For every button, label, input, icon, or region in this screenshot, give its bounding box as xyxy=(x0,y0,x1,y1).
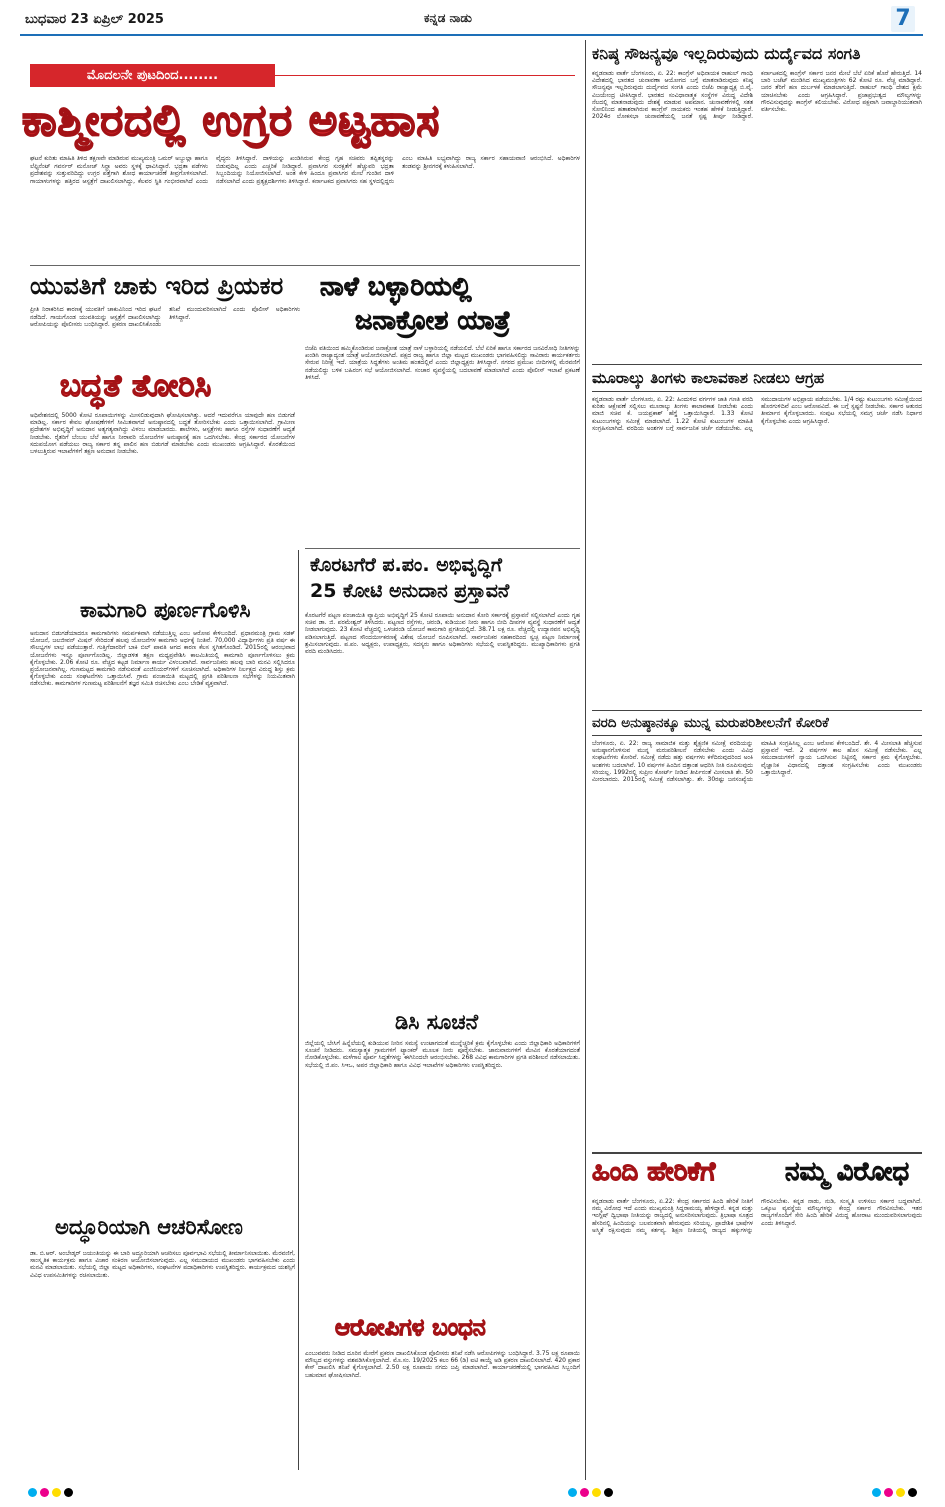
column-rule xyxy=(298,550,299,1470)
report-headline: ವರದಿ ಅನುಷ್ಠಾನಕ್ಕೂ ಮುನ್ನ ಮರುಪರಿಶೀಲನೆಗೆ ಕೋರಿಕೆ xyxy=(592,710,922,736)
print-marks xyxy=(568,1488,613,1497)
hindi-body: ಕನ್ನಡನಾಡು ವಾರ್ತೆ ಬೆಂಗಳೂರು, ಏ.22: ಕೇಂದ್ರ ಸರ್ಕಾರದ ಹಿಂದಿ ಹೇರಿಕೆ ನೀತಿಗೆ ನಮ್ಮ ವಿರೋಧ ಇದೆ ಎಂದು ಮುಖ್ಯಮಂತ್ರಿ ಸಿದ್ದರಾಮಯ್ಯ ಹೇಳಿದ್ದಾರೆ. ಕನ್ನಡ ಮತ್ತು ಇಂಗ್ಲಿಷ್ ದ್ವಿಭಾಷಾ ನೀತಿಯನ್ನು ರಾಜ್ಯದಲ್ಲಿ ಅನುಸರಿಸಲಾಗುವುದು. ತ್ರಿಭಾಷಾ ಸೂತ್ರದ ಹೆಸರಿನಲ್ಲಿ ಹಿಂದಿಯನ್ನು ಬಲವಂತವಾಗಿ ಹೇರುವುದು ಸರಿಯಲ್ಲ. ಪ್ರಾದೇಶಿಕ ಭಾಷೆಗಳ ಅಸ್ಮಿತೆ ರಕ್ಷಿಸುವುದು ನಮ್ಮ ಕರ್ತವ್ಯ. ಶಿಕ್ಷಣ ನೀತಿಯಲ್ಲಿ ರಾಜ್ಯದ ಹಕ್ಕುಗಳನ್ನು ಗೌರವಿಸಬೇಕು. ಕನ್ನಡ ನಾಡು, ನುಡಿ, ಸಂಸ್ಕೃತಿ ಉಳಿಸಲು ಸರ್ಕಾರ ಬದ್ಧವಾಗಿದೆ. ಒಕ್ಕೂಟ ವ್ಯವಸ್ಥೆಯ ಮೌಲ್ಯಗಳನ್ನು ಕೇಂದ್ರ ಸರ್ಕಾರ ಗೌರವಿಸಬೇಕು. ಇತರ ರಾಜ್ಯಗಳೊಂದಿಗೆ ಸೇರಿ ಹಿಂದಿ ಹೇರಿಕೆ ವಿರುದ್ಧ ಹೋರಾಟ ಮುಂದುವರಿಸಲಾಗುವುದು ಎಂದು ತಿಳಿಸಿದ್ದಾರೆ. xyxy=(592,1198,922,1234)
separator xyxy=(305,548,580,549)
separator xyxy=(30,265,580,266)
kashmir-body: ಘಟನೆ ಕುರಿತು ಮಾಹಿತಿ ತಿಳಿದ ತಕ್ಷಣವೇ ಮಾಡಿರುವ ಮುಖ್ಯಮಂತ್ರಿ ಒಮರ್ ಅಬ್ದುಲ್ಲಾ ಹಾಗೂ ಲೆಫ್ಟಿನೆಂಟ್ ಗವರ್ನರ್ ಮನೋಜ್ ಸಿನ್ಹಾ ಅವರು ಸ್ಥಳಕ್ಕೆ ಧಾವಿಸಿದ್ದಾರೆ. ಭದ್ರತಾ ಪಡೆಗಳು ಪ್ರದೇಶವನ್ನು ಸುತ್ತುವರಿದಿದ್ದು ಉಗ್ರರ ಪತ್ತೆಗಾಗಿ ಶೋಧ ಕಾರ್ಯಾಚರಣೆ ತೀವ್ರಗೊಳಿಸಲಾಗಿದೆ. ಗಾಯಾಳುಗಳನ್ನು ಹತ್ತಿರದ ಆಸ್ಪತ್ರೆಗೆ ದಾಖಲಿಸಲಾಗಿದ್ದು, ಕೆಲವರ ಸ್ಥಿತಿ ಗಂಭೀರವಾಗಿದೆ ಎಂದು ವೈದ್ಯರು ತಿಳಿಸಿದ್ದಾರೆ. ದಾಳಿಯನ್ನು ಖಂಡಿಸಿರುವ ಕೇಂದ್ರ ಗೃಹ ಸಚಿವರು ತಪ್ಪಿತಸ್ಥರನ್ನು ಬಿಡುವುದಿಲ್ಲ ಎಂದು ಎಚ್ಚರಿಕೆ ನೀಡಿದ್ದಾರೆ. ಪ್ರವಾಸಿಗರ ಸುರಕ್ಷತೆಗೆ ಹೆಚ್ಚುವರಿ ಭದ್ರತಾ ಸಿಬ್ಬಂದಿಯನ್ನು ನಿಯೋಜಿಸಲಾಗಿದೆ. ಅಂತ ಕೇಳಿ ಹಿಂದೂ ಪ್ರವಾಸಿಗರ ಮೇಲೆ ಗುಂಡಿನ ದಾಳಿ ನಡೆಸಲಾಗಿದೆ ಎಂದು ಪ್ರತ್ಯಕ್ಷದರ್ಶಿಗಳು ತಿಳಿಸಿದ್ದಾರೆ. ಕರ್ನಾಟಕದ ಪ್ರವಾಸಿಗರು ಸಹ ಸ್ಥಳದಲ್ಲಿದ್ದರು ಎಂಬ ಮಾಹಿತಿ ಲಭ್ಯವಾಗಿದ್ದು ರಾಜ್ಯ ಸರ್ಕಾರ ಸಹಾಯವಾಣಿ ಆರಂಭಿಸಿದೆ. ಅಧಿಕಾರಿಗಳ ತಂಡವನ್ನು ಶ್ರೀನಗರಕ್ಕೆ ಕಳುಹಿಸಲಾಗಿದೆ. xyxy=(30,155,580,185)
header-rule xyxy=(20,34,923,36)
commitment-body: ಅಧಿವೇಶನದಲ್ಲಿ 5000 ಕೋಟಿ ರೂಪಾಯಿಗಳನ್ನು ಮೀಸಲಿಡುವುದಾಗಿ ಘೋಷಿಸಲಾಗಿತ್ತು. ಆದರೆ ಇದುವರೆಗೂ ಯಾವುದೇ ಹಣ ಬಿಡುಗಡೆ ಮಾಡಿಲ್ಲ. ಸರ್ಕಾರ ಕೇವಲ ಘೋಷಣೆಗಳಿಗೆ ಸೀಮಿತವಾಗದೆ ಅನುಷ್ಠಾನದಲ್ಲಿ ಬದ್ಧತೆ ತೋರಿಸಬೇಕು ಎಂದು ಒತ್ತಾಯಿಸಲಾಗಿದೆ. ಗ್ರಾಮೀಣ ಪ್ರದೇಶಗಳ ಅಭಿವೃದ್ಧಿಗೆ ಅನುದಾನ ಅತ್ಯಗತ್ಯವಾಗಿದ್ದು ವಿಳಂಬ ಮಾಡಬಾರದು. ಶಾಲೆಗಳು, ಆಸ್ಪತ್ರೆಗಳು ಹಾಗೂ ರಸ್ತೆಗಳ ಸುಧಾರಣೆಗೆ ಆದ್ಯತೆ ನೀಡಬೇಕು. ರೈತರಿಗೆ ಬೆಂಬಲ ಬೆಲೆ ಹಾಗೂ ನೀರಾವರಿ ಯೋಜನೆಗಳ ಅನುಷ್ಠಾನಕ್ಕೆ ಹಣ ಒದಗಿಸಬೇಕು. ಕೇಂದ್ರ ಸರ್ಕಾರದ ಯೋಜನೆಗಳ ಸದುಪಯೋಗ ಪಡೆಯಲು ರಾಜ್ಯ ಸರ್ಕಾರ ತನ್ನ ಪಾಲಿನ ಹಣ ಬಿಡುಗಡೆ ಮಾಡಬೇಕು ಎಂದು ಮುಖಂಡರು ಆಗ್ರಹಿಸಿದ್ದಾರೆ. ಕೊರತೆಯಿಂದ ಬಳಲುತ್ತಿರುವ ಇಲಾಖೆಗಳಿಗೆ ತಕ್ಷಣ ಅನುದಾನ ನೀಡಬೇಕು. xyxy=(30,412,295,456)
print-marks xyxy=(872,1488,917,1497)
page-number: 7 xyxy=(891,6,915,32)
magenta-dot xyxy=(884,1488,893,1497)
courtesy-headline: ಕನಿಷ್ಠ ಸೌಜನ್ಯವೂ ಇಲ್ಲದಿರುವುದು ದುರ್ದೈವದ ಸಂಗತಿ xyxy=(592,44,861,63)
front-page-kicker: ಮೊದಲನೇ ಪುಟದಿಂದ........ xyxy=(30,64,275,87)
ballari-headline-line2: ಜನಾಕ್ರೋಶ ಯಾತ್ರೆ xyxy=(355,306,511,336)
masthead: ಕನ್ನಡ ನಾಡು xyxy=(424,11,472,25)
koratagere-headline-line1: ಕೊರಟಗೆರೆ ಪ.ಪಂ. ಅಭಿವೃದ್ಧಿಗೆ xyxy=(310,554,502,576)
column-rule xyxy=(585,40,586,1480)
works-body: ಅನುದಾನ ಬಿಡುಗಡೆಯಾದರೂ ಕಾಮಗಾರಿಗಳು ಸಮರ್ಪಕವಾಗಿ ನಡೆಯುತ್ತಿಲ್ಲ ಎಂಬ ಆರೋಪ ಕೇಳಿಬಂದಿದೆ. ಪ್ರಧಾನಮಂತ್ರಿ ಗ್ರಾಮ ಸಡಕ್ ಯೋಜನೆ, ಜಲಜೀವನ್ ಮಿಷನ್ ಸೇರಿದಂತೆ ಹಲವು ಯೋಜನೆಗಳ ಕಾಮಗಾರಿ ಅರ್ಧಕ್ಕೆ ನಿಂತಿವೆ. 70,000 ವಿದ್ಯಾರ್ಥಿಗಳು ಪ್ರತಿ ವರ್ಷ ಈ ಸೌಲಭ್ಯಗಳ ಲಾಭ ಪಡೆಯುತ್ತಾರೆ. ಗುತ್ತಿಗೆದಾರರಿಗೆ ಬಾಕಿ ಬಿಲ್ ಪಾವತಿ ಆಗದ ಕಾರಣ ಕೆಲಸ ಸ್ಥಗಿತಗೊಂಡಿದೆ. 2015ರಲ್ಲಿ ಆರಂಭವಾದ ಯೋಜನೆಗಳು ಇನ್ನೂ ಪೂರ್ಣಗೊಂಡಿಲ್ಲ. ಜಿಲ್ಲಾಡಳಿತ ತಕ್ಷಣ ಮಧ್ಯಪ್ರವೇಶಿಸಿ ಕಾಲಮಿತಿಯಲ್ಲಿ ಕಾಮಗಾರಿ ಪೂರ್ಣಗೊಳಿಸಲು ಕ್ರಮ ಕೈಗೊಳ್ಳಬೇಕು. 2.06 ಕೋಟಿ ರೂ. ವೆಚ್ಚದ ಕಟ್ಟಡ ನಿರ್ಮಾಣ ಕಾರ್ಯ ವಿಳಂಬವಾಗಿದೆ. ಸಾರ್ವಜನಿಕರು ಹಲವು ಬಾರಿ ಮನವಿ ಸಲ್ಲಿಸಿದರೂ ಪ್ರಯೋಜನವಾಗಿಲ್ಲ. ಗುಣಮಟ್ಟದ ಕಾಮಗಾರಿ ನಡೆಸುವಂತೆ ಎಂಜಿನಿಯರ್‌ಗಳಿಗೆ ಸೂಚಿಸಲಾಗಿದೆ. ಅಧಿಕಾರಿಗಳ ನಿರ್ಲಕ್ಷ್ಯದ ವಿರುದ್ಧ ಶಿಸ್ತು ಕ್ರಮ ಕೈಗೊಳ್ಳಬೇಕು ಎಂದು ಸಂಘಟನೆಗಳು ಒತ್ತಾಯಿಸಿವೆ. ಗ್ರಾಮ ಪಂಚಾಯಿತಿ ಮಟ್ಟದಲ್ಲಿ ಪ್ರಗತಿ ಪರಿಶೀಲನಾ ಸಭೆಗಳನ್ನು ನಿಯಮಿತವಾಗಿ ನಡೆಸಬೇಕು. ಕಾಮಗಾರಿಗಳ ಗುಣಮಟ್ಟ ಪರಿಶೀಲನೆಗೆ ತಜ್ಞರ ಸಮಿತಿ ರಚಿಸಬೇಕು ಎಂಬ ಬೇಡಿಕೆ ವ್ಯಕ್ತವಾಗಿದೆ. xyxy=(30,630,295,688)
yellow-dot xyxy=(52,1488,61,1497)
ambedkar-headline: ಅದ್ಧೂರಿಯಾಗಿ ಆಚರಿಸೋಣ xyxy=(55,1215,243,1239)
extension-body: ಕನ್ನಡನಾಡು ವಾರ್ತೆ ಬೆಂಗಳೂರು, ಏ. 22: ಹಿಂದುಳಿದ ವರ್ಗಗಳ ಜಾತಿ ಗಣತಿ ವರದಿ ಕುರಿತು ಆಕ್ಷೇಪಣೆ ಸಲ್ಲಿಸಲು ಮೂರಾಲ್ಕು ತಿಂಗಳು ಕಾಲಾವಕಾಶ ನೀಡಬೇಕು ಎಂದು ಮಾಜಿ ಸಚಿವ ಕೆ. ಜಯಪ್ರಕಾಶ್ ಹೆಗ್ಡೆ ಒತ್ತಾಯಿಸಿದ್ದಾರೆ. 1.33 ಕೋಟಿ ಕುಟುಂಬಗಳನ್ನು ಸಮೀಕ್ಷೆ ಮಾಡಲಾಗಿದೆ. 1.22 ಕೋಟಿ ಕುಟುಂಬಗಳ ಮಾಹಿತಿ ಸಂಗ್ರಹಿಸಲಾಗಿದೆ. ವರದಿಯ ಅಂಶಗಳ ಬಗ್ಗೆ ಸಾರ್ವಜನಿಕ ಚರ್ಚೆ ನಡೆಯಬೇಕು. ಎಲ್ಲ ಸಮುದಾಯಗಳ ಅಭಿಪ್ರಾಯ ಪಡೆಯಬೇಕು. 1/4 ರಷ್ಟು ಕುಟುಂಬಗಳು ಸಮೀಕ್ಷೆಯಿಂದ ಹೊರಗುಳಿದಿವೆ ಎಂಬ ಆರೋಪವಿದೆ. ಈ ಬಗ್ಗೆ ಸ್ಪಷ್ಟನೆ ನೀಡಬೇಕು. ಸರ್ಕಾರ ಆತುರದ ತೀರ್ಮಾನ ಕೈಗೊಳ್ಳಬಾರದು. ಸಂಪುಟ ಸಭೆಯಲ್ಲಿ ಸಮಗ್ರ ಚರ್ಚೆ ನಡೆಸಿ ನಿರ್ಧಾರ ಕೈಗೊಳ್ಳಬೇಕು ಎಂದು ಆಗ್ರಹಿಸಿದ್ದಾರೆ. xyxy=(592,396,922,432)
yellow-dot xyxy=(896,1488,905,1497)
koratagere-headline-line2: 25 ಕೋಟಿ ಅನುದಾನ ಪ್ರಸ್ತಾವನೆ xyxy=(310,580,510,602)
ballari-headline-line1: ನಾಳೆ ಬಳ್ಳಾರಿಯಲ್ಲಿ xyxy=(320,272,472,302)
ballari-body: ಬಿಜೆಪಿ ವತಿಯಿಂದ ಹಮ್ಮಿಕೊಂಡಿರುವ ಜನಾಕ್ರೋಶ ಯಾತ್ರೆ ನಾಳೆ ಬಳ್ಳಾರಿಯಲ್ಲಿ ನಡೆಯಲಿದೆ. ಬೆಲೆ ಏರಿಕೆ ಹಾಗೂ ಸರ್ಕಾರದ ಜನವಿರೋಧಿ ನೀತಿಗಳನ್ನು ಖಂಡಿಸಿ ರಾಜ್ಯಾದ್ಯಂತ ಯಾತ್ರೆ ಆಯೋಜಿಸಲಾಗಿದೆ. ಪಕ್ಷದ ರಾಜ್ಯ ಹಾಗೂ ಜಿಲ್ಲಾ ಮಟ್ಟದ ಮುಖಂಡರು ಭಾಗವಹಿಸಲಿದ್ದು ಸಾವಿರಾರು ಕಾರ್ಯಕರ್ತರು ಸೇರುವ ನಿರೀಕ್ಷೆ ಇದೆ. ಯಾತ್ರೆಯ ಸಿದ್ಧತೆಗಳು ಅಂತಿಮ ಹಂತದಲ್ಲಿವೆ ಎಂದು ಜಿಲ್ಲಾಧ್ಯಕ್ಷರು ತಿಳಿಸಿದ್ದಾರೆ. ನಗರದ ಪ್ರಮುಖ ಬೀದಿಗಳಲ್ಲಿ ಮೆರವಣಿಗೆ ನಡೆಯಲಿದ್ದು ಬಳಿಕ ಬಹಿರಂಗ ಸಭೆ ಆಯೋಜಿಸಲಾಗಿದೆ. ಸಂಚಾರ ವ್ಯವಸ್ಥೆಯಲ್ಲಿ ಬದಲಾವಣೆ ಮಾಡಲಾಗಿದೆ ಎಂದು ಪೊಲೀಸ್ ಇಲಾಖೆ ಪ್ರಕಟಣೆ ತಿಳಿಸಿದೆ. xyxy=(305,345,580,381)
dc-notice-headline: ಡಿಸಿ ಸೂಚನೆ xyxy=(395,1010,479,1034)
magenta-dot xyxy=(580,1488,589,1497)
separator xyxy=(592,1152,922,1154)
black-dot xyxy=(908,1488,917,1497)
cyan-dot xyxy=(28,1488,37,1497)
hindi-headline-red: ಹಿಂದಿ ಹೇರಿಕೆಗೆ xyxy=(592,1157,716,1187)
courtesy-body: ಕನ್ನಡನಾಡು ವಾರ್ತೆ ಬೆಂಗಳೂರು, ಏ. 22: ಕಾಂಗ್ರೆಸ್ ಅಧಿನಾಯಕ ರಾಹುಲ್ ಗಾಂಧಿ ವಿದೇಶದಲ್ಲಿ ಭಾರತದ ಚುನಾವಣಾ ಆಯೋಗದ ಬಗ್ಗೆ ಮಾತನಾಡಿರುವುದು ಕನಿಷ್ಠ ಸೌಜನ್ಯವೂ ಇಲ್ಲದಿರುವುದು ದುರ್ದೈವದ ಸಂಗತಿ ಎಂದು ಬಿಜೆಪಿ ರಾಜ್ಯಾಧ್ಯಕ್ಷ ಬಿ.ವೈ. ವಿಜಯೇಂದ್ರ ಟೀಕಿಸಿದ್ದಾರೆ. ಭಾರತದ ಸಂವಿಧಾನಾತ್ಮಕ ಸಂಸ್ಥೆಗಳ ವಿರುದ್ಧ ವಿದೇಶಿ ನೆಲದಲ್ಲಿ ಮಾತನಾಡುವುದು ದೇಶಕ್ಕೆ ಮಾಡುವ ಅಪಮಾನ. ಚುನಾವಣೆಗಳಲ್ಲಿ ಸತತ ಸೋಲಿನಿಂದ ಹತಾಶರಾಗಿರುವ ಕಾಂಗ್ರೆಸ್ ನಾಯಕರು ಇಂತಹ ಹೇಳಿಕೆ ನೀಡುತ್ತಿದ್ದಾರೆ. 2024ರ ಲೋಕಸಭಾ ಚುನಾವಣೆಯಲ್ಲಿ ಜನತೆ ಸ್ಪಷ್ಟ ತೀರ್ಪು ನೀಡಿದ್ದಾರೆ. ಕರ್ನಾಟಕದಲ್ಲಿ ಕಾಂಗ್ರೆಸ್ ಸರ್ಕಾರ ಜನರ ಮೇಲೆ ಬೆಲೆ ಏರಿಕೆ ಹೊರೆ ಹೇರುತ್ತಿದೆ. 14 ಬಾರಿ ಬಜೆಟ್ ಮಂಡಿಸಿದ ಮುಖ್ಯಮಂತ್ರಿಗಳು 62 ಕೋಟಿ ರೂ. ವೆಚ್ಚ ಮಾಡಿದ್ದಾರೆ. ಜನರ ತೆರಿಗೆ ಹಣ ದುರ್ಬಳಕೆ ಮಾಡಲಾಗುತ್ತಿದೆ. ರಾಹುಲ್ ಗಾಂಧಿ ದೇಶದ ಕ್ಷಮೆ ಯಾಚಿಸಬೇಕು ಎಂದು ಆಗ್ರಹಿಸಿದ್ದಾರೆ. ಪ್ರಜಾಪ್ರಭುತ್ವದ ಮೌಲ್ಯಗಳನ್ನು ಗೌರವಿಸುವುದನ್ನು ಕಾಂಗ್ರೆಸ್ ಕಲಿಯಬೇಕು. ವಿರೋಧ ಪಕ್ಷವಾಗಿ ಜವಾಬ್ದಾರಿಯುತವಾಗಿ ವರ್ತಿಸಬೇಕು. xyxy=(592,70,922,121)
stabbing-headline-text: ಯುವತಿಗೆ ಚಾಕು ಇರಿದ ಪ್ರಿಯಕರ xyxy=(30,272,284,300)
cyan-dot xyxy=(568,1488,577,1497)
report-body: ಬೆಂಗಳೂರು, ಏ. 22: ರಾಜ್ಯ ಸಾಮಾಜಿಕ ಮತ್ತು ಶೈಕ್ಷಣಿಕ ಸಮೀಕ್ಷೆ ವರದಿಯನ್ನು ಅನುಷ್ಠಾನಗೊಳಿಸುವ ಮುನ್ನ ಮರುಪರಿಶೀಲನೆ ನಡೆಸಬೇಕು ಎಂದು ವಿವಿಧ ಸಂಘಟನೆಗಳು ಕೋರಿವೆ. ಸಮೀಕ್ಷೆ ನಡೆದು ಹತ್ತು ವರ್ಷಗಳು ಕಳೆದಿರುವುದರಿಂದ ಅಂಕಿ ಅಂಶಗಳು ಬದಲಾಗಿವೆ. 10 ವರ್ಷಗಳ ಹಿಂದಿನ ದತ್ತಾಂಶ ಆಧರಿಸಿ ನೀತಿ ರೂಪಿಸುವುದು ಸರಿಯಲ್ಲ. 1992ರಲ್ಲಿ ಸುಪ್ರೀಂ ಕೋರ್ಟ್ ನೀಡಿದ ತೀರ್ಪಿನಂತೆ ಮೀಸಲಾತಿ ಶೇ. 50 ಮೀರಬಾರದು. 2015ರಲ್ಲಿ ಸಮೀಕ್ಷೆ ನಡೆಸಲಾಗಿತ್ತು. ಶೇ. 30ರಷ್ಟು ಜನಸಂಖ್ಯೆಯ ಮಾಹಿತಿ ಸಂಗ್ರಹಿಸಿಲ್ಲ ಎಂಬ ಆರೋಪ ಕೇಳಿಬಂದಿದೆ. ಶೇ. 4 ಮೀಸಲಾತಿ ಹೆಚ್ಚಿಸುವ ಪ್ರಸ್ತಾವನೆ ಇದೆ. 2 ವರ್ಷಗಳ ಕಾಲ ಹೊಸ ಸಮೀಕ್ಷೆ ನಡೆಸಬೇಕು. ಎಲ್ಲ ಸಮುದಾಯಗಳಿಗೆ ನ್ಯಾಯ ಒದಗಿಸುವ ನಿಟ್ಟಿನಲ್ಲಿ ಸರ್ಕಾರ ಕ್ರಮ ಕೈಗೊಳ್ಳಬೇಕು. ವೈಜ್ಞಾನಿಕ ವಿಧಾನದಲ್ಲಿ ದತ್ತಾಂಶ ಸಂಗ್ರಹಿಸಬೇಕು ಎಂದು ಮುಖಂಡರು ಒತ್ತಾಯಿಸಿದ್ದಾರೆ. xyxy=(592,740,922,784)
stabbing-body: ಪ್ರೀತಿ ನಿರಾಕರಿಸಿದ ಕಾರಣಕ್ಕೆ ಯುವತಿಗೆ ಚಾಕುವಿನಿಂದ ಇರಿದ ಘಟನೆ ನಡೆದಿದೆ. ಗಾಯಗೊಂಡ ಯುವತಿಯನ್ನು ಆಸ್ಪತ್ರೆಗೆ ದಾಖಲಿಸಲಾಗಿದ್ದು ಆರೋಪಿಯನ್ನು ಪೊಲೀಸರು ಬಂಧಿಸಿದ್ದಾರೆ. ಪ್ರಕರಣ ದಾಖಲಿಸಿಕೊಂಡು ತನಿಖೆ ಮುಂದುವರಿಸಲಾಗಿದೆ ಎಂದು ಪೊಲೀಸ್ ಅಧಿಕಾರಿಗಳು ತಿಳಿಸಿದ್ದಾರೆ. xyxy=(30,306,300,328)
kicker-rule xyxy=(275,75,575,76)
arrest-body: ಎಂಬುವವರು ನೀಡಿದ ದೂರಿನ ಮೇರೆಗೆ ಪ್ರಕರಣ ದಾಖಲಿಸಿಕೊಂಡ ಪೊಲೀಸರು ತನಿಖೆ ನಡೆಸಿ ಆರೋಪಿಗಳನ್ನು ಬಂಧಿಸಿದ್ದಾರೆ. 3.75 ಲಕ್ಷ ರೂಪಾಯಿ ಮೌಲ್ಯದ ವಸ್ತುಗಳನ್ನು ವಶಪಡಿಸಿಕೊಳ್ಳಲಾಗಿದೆ. ಮೊ.ಸಂ. 19/2025 ಕಲಂ 66 (ಡಿ) ಐಟಿ ಕಾಯ್ದೆ ಅಡಿ ಪ್ರಕರಣ ದಾಖಲಿಸಲಾಗಿದೆ. 420 ಪ್ರಕಾರ ಕೇಸ್ ದಾಖಲಿಸಿ ತನಿಖೆ ಕೈಗೊಳ್ಳಲಾಗಿದೆ. 2.50 ಲಕ್ಷ ರೂಪಾಯಿ ನಗದು ಜಪ್ತಿ ಮಾಡಲಾಗಿದೆ. ಕಾರ್ಯಾಚರಣೆಯಲ್ಲಿ ಭಾಗವಹಿಸಿದ ಸಿಬ್ಬಂದಿಗೆ ಬಹುಮಾನ ಘೋಷಿಸಲಾಗಿದೆ. xyxy=(305,1350,580,1379)
print-marks xyxy=(28,1488,73,1497)
cyan-dot xyxy=(872,1488,881,1497)
works-headline: ಕಾಮಗಾರಿ ಪೂರ್ಣಗೊಳಿಸಿ xyxy=(80,598,251,622)
extension-headline: ಮೂರಾಲ್ಕು ತಿಂಗಳು ಕಾಲಾವಕಾಶ ನೀಡಲು ಆಗ್ರಹ xyxy=(592,364,922,392)
dc-notice-body: ಜಿಲ್ಲೆಯಲ್ಲಿ ಬೇಸಿಗೆ ಹಿನ್ನೆಲೆಯಲ್ಲಿ ಕುಡಿಯುವ ನೀರಿನ ಸಮಸ್ಯೆ ಉಂಟಾಗದಂತೆ ಮುನ್ನೆಚ್ಚರಿಕೆ ಕ್ರಮ ಕೈಗೊಳ್ಳಬೇಕು ಎಂದು ಜಿಲ್ಲಾಧಿಕಾರಿ ಅಧಿಕಾರಿಗಳಿಗೆ ಸೂಚನೆ ನೀಡಿದರು. ಸಮಸ್ಯಾತ್ಮಕ ಗ್ರಾಮಗಳಿಗೆ ಟ್ಯಾಂಕರ್ ಮೂಲಕ ನೀರು ಪೂರೈಸಬೇಕು. ಜಾನುವಾರುಗಳಿಗೆ ಮೇವಿನ ಕೊರತೆಯಾಗದಂತೆ ನೋಡಿಕೊಳ್ಳಬೇಕು. ಮಳೆಗಾಲ ಪೂರ್ವ ಸಿದ್ಧತೆಗಳನ್ನು ಈಗಿನಿಂದಲೇ ಆರಂಭಿಸಬೇಕು. 268 ವಿವಿಧ ಕಾಮಗಾರಿಗಳ ಪ್ರಗತಿ ಪರಿಶೀಲನೆ ನಡೆಸಲಾಯಿತು. ಸಭೆಯಲ್ಲಿ ಜಿ.ಪಂ. ಸಿಇಒ, ಅಪರ ಜಿಲ್ಲಾಧಿಕಾರಿ ಹಾಗೂ ವಿವಿಧ ಇಲಾಖೆಗಳ ಅಧಿಕಾರಿಗಳು ಉಪಸ್ಥಿತರಿದ್ದರು. xyxy=(305,1040,580,1069)
koratagere-body: ಕೊರಟಗೆರೆ ಪಟ್ಟಣ ಪಂಚಾಯಿತಿ ವ್ಯಾಪ್ತಿಯ ಅಭಿವೃದ್ಧಿಗೆ 25 ಕೋಟಿ ರೂಪಾಯಿ ಅನುದಾನ ಕೋರಿ ಸರ್ಕಾರಕ್ಕೆ ಪ್ರಸ್ತಾವನೆ ಸಲ್ಲಿಸಲಾಗಿದೆ ಎಂದು ಗೃಹ ಸಚಿವ ಡಾ. ಜಿ. ಪರಮೇಶ್ವರ್ ತಿಳಿಸಿದರು. ಪಟ್ಟಣದ ರಸ್ತೆಗಳು, ಚರಂಡಿ, ಕುಡಿಯುವ ನೀರು ಹಾಗೂ ಬೀದಿ ದೀಪಗಳ ವ್ಯವಸ್ಥೆ ಸುಧಾರಣೆಗೆ ಆದ್ಯತೆ ನೀಡಲಾಗುವುದು. 23 ಕೋಟಿ ವೆಚ್ಚದಲ್ಲಿ ಒಳಚರಂಡಿ ಯೋಜನೆ ಕಾಮಗಾರಿ ಪ್ರಗತಿಯಲ್ಲಿದೆ. 38.71 ಲಕ್ಷ ರೂ. ವೆಚ್ಚದಲ್ಲಿ ಉದ್ಯಾನವನ ಅಭಿವೃದ್ಧಿ ಪಡಿಸಲಾಗುತ್ತಿದೆ. ಪಟ್ಟಣದ ಸೌಂದರ್ಯೀಕರಣಕ್ಕೆ ವಿಶೇಷ ಯೋಜನೆ ರೂಪಿಸಲಾಗಿದೆ. ಸಾರ್ವಜನಿಕರ ಸಹಕಾರದಿಂದ ಸ್ವಚ್ಛ ಪಟ್ಟಣ ನಿರ್ಮಾಣಕ್ಕೆ ಶ್ರಮಿಸಲಾಗುವುದು. ಪ.ಪಂ. ಅಧ್ಯಕ್ಷರು, ಉಪಾಧ್ಯಕ್ಷರು, ಸದಸ್ಯರು ಹಾಗೂ ಅಧಿಕಾರಿಗಳು ಸಭೆಯಲ್ಲಿ ಉಪಸ್ಥಿತರಿದ್ದರು. ಮುಖ್ಯಾಧಿಕಾರಿಗಳು ಪ್ರಗತಿ ವರದಿ ಮಂಡಿಸಿದರು. xyxy=(305,612,580,656)
yellow-dot xyxy=(592,1488,601,1497)
ambedkar-body: ಡಾ. ಬಿ.ಆರ್. ಅಂಬೇಡ್ಕರ್ ಜಯಂತಿಯನ್ನು ಈ ಬಾರಿ ಅದ್ಧೂರಿಯಾಗಿ ಆಚರಿಸಲು ಪೂರ್ವಭಾವಿ ಸಭೆಯಲ್ಲಿ ತೀರ್ಮಾನಿಸಲಾಯಿತು. ಮೆರವಣಿಗೆ, ಸಾಂಸ್ಕೃತಿಕ ಕಾರ್ಯಕ್ರಮ ಹಾಗೂ ವಿಚಾರ ಸಂಕಿರಣ ಆಯೋಜಿಸಲಾಗುವುದು. ಎಲ್ಲ ಸಮುದಾಯದ ಮುಖಂಡರು ಭಾಗವಹಿಸಬೇಕು ಎಂದು ಮನವಿ ಮಾಡಲಾಯಿತು. ಸಭೆಯಲ್ಲಿ ಜಿಲ್ಲಾ ಮಟ್ಟದ ಅಧಿಕಾರಿಗಳು, ಸಂಘಟನೆಗಳ ಪದಾಧಿಕಾರಿಗಳು ಉಪಸ್ಥಿತರಿದ್ದರು. ಕಾರ್ಯಕ್ರಮದ ಯಶಸ್ಸಿಗೆ ವಿವಿಧ ಉಪಸಮಿತಿಗಳನ್ನು ರಚಿಸಲಾಯಿತು. xyxy=(30,1250,295,1279)
black-dot xyxy=(604,1488,613,1497)
hindi-headline-black: ನಮ್ಮ ವಿರೋಧ xyxy=(785,1157,910,1187)
magenta-dot xyxy=(40,1488,49,1497)
black-dot xyxy=(64,1488,73,1497)
kashmir-headline: ಕಾಶ್ಮೀರದಲ್ಲಿ ಉಗ್ರರ ಅಟ್ಟಹಾಸ xyxy=(22,96,441,146)
commitment-headline: ಬದ್ಧತೆ ತೋರಿಸಿ xyxy=(60,368,212,404)
page-date: ಬುಧವಾರ 23 ಏಪ್ರಿಲ್ 2025 xyxy=(25,12,164,27)
stabbing-headline xyxy=(30,272,283,300)
arrest-headline: ಆರೋಪಿಗಳ ಬಂಧನ xyxy=(335,1315,486,1341)
